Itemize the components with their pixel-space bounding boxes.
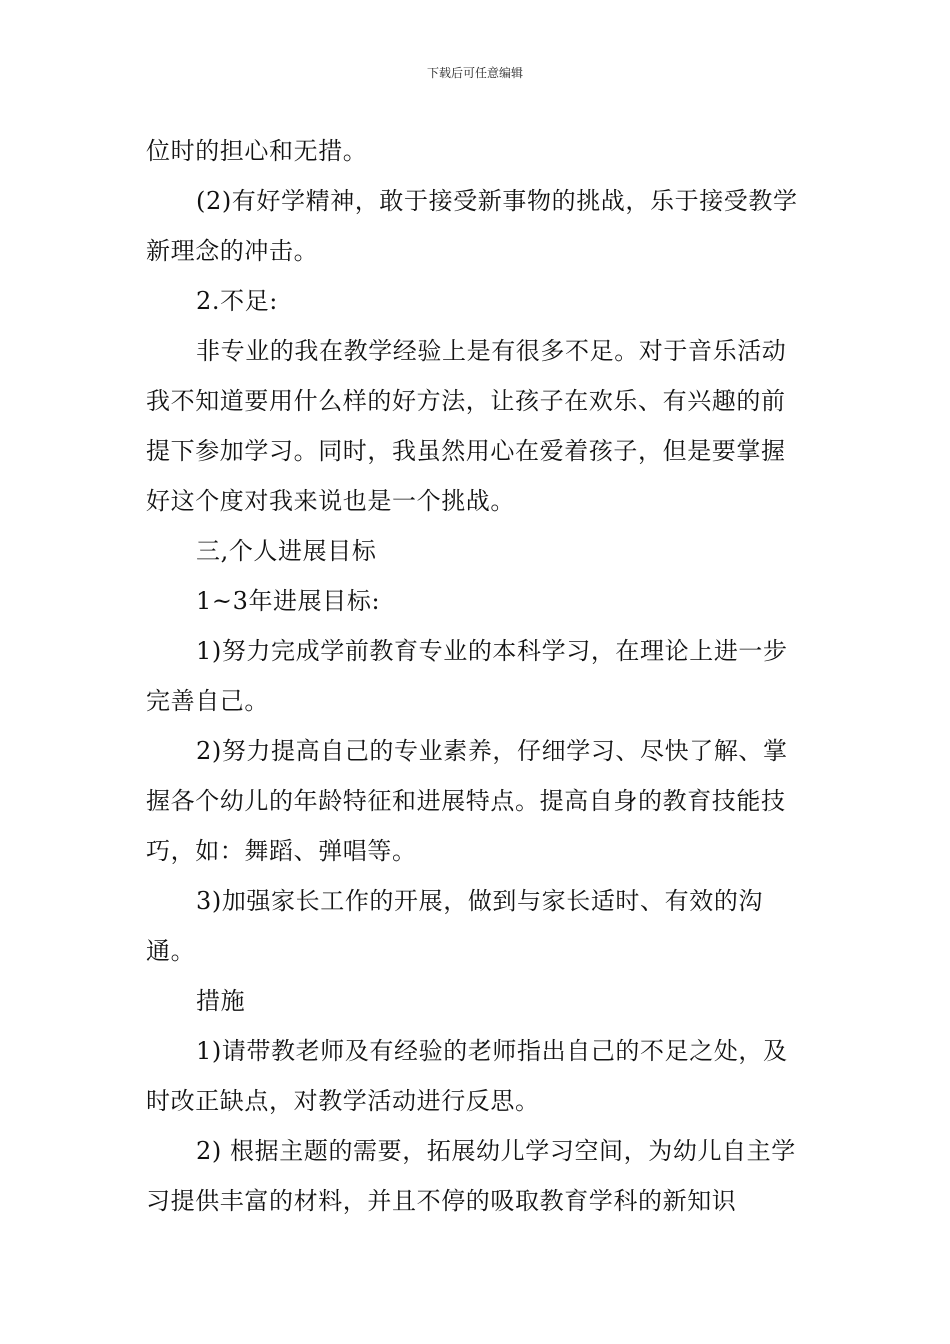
- paragraph-6: 1~3年进展目标:: [196, 587, 381, 615]
- page-header: 下载后可任意编辑: [426, 66, 523, 80]
- paragraph-4: 非专业的我在教学经验上是有很多不足。对于音乐活动我不知道要用什么样的好方法，让孩子在欢乐、有兴趣的前提下参加学习。同时，我虽然用心在爱着孩子，但是要掌握好这个度对我来说也是一个挑战。: [146, 337, 787, 515]
- paragraph-7: 1)努力完成学前教育专业的本科学习，在理论上进一步完善自己。: [146, 637, 788, 715]
- paragraph-12: 2) 根据主题的需要，拓展幼儿学习空间，为幼儿自主学习提供丰富的材料，并且不停的吸取教育学科的新知识: [146, 1137, 796, 1215]
- paragraph-11: 1)请带教老师及有经验的老师指出自己的不足之处，及时改正缺点，对教学活动进行反思。: [146, 1037, 788, 1115]
- paragraph-10: 措施: [196, 987, 246, 1015]
- paragraph-5: 三,个人进展目标: [196, 537, 377, 565]
- paragraph-2: (2)有好学精神，敢于接受新事物的挑战，乐于接受教学新理念的冲击。: [146, 187, 798, 265]
- document-body: [146, 126, 808, 1226]
- paragraph-3: 2.不足:: [196, 287, 278, 315]
- paragraph-1: 位时的担心和无措。: [146, 137, 368, 165]
- paragraph-9: 3)加强家长工作的开展，做到与家长适时、有效的沟通。: [146, 887, 764, 965]
- paragraph-8: 2)努力提高自己的专业素养，仔细学习、尽快了解、掌握各个幼儿的年龄特征和进展特点。提高自身的教育技能技巧，如：舞蹈、弹唱等。: [146, 737, 788, 865]
